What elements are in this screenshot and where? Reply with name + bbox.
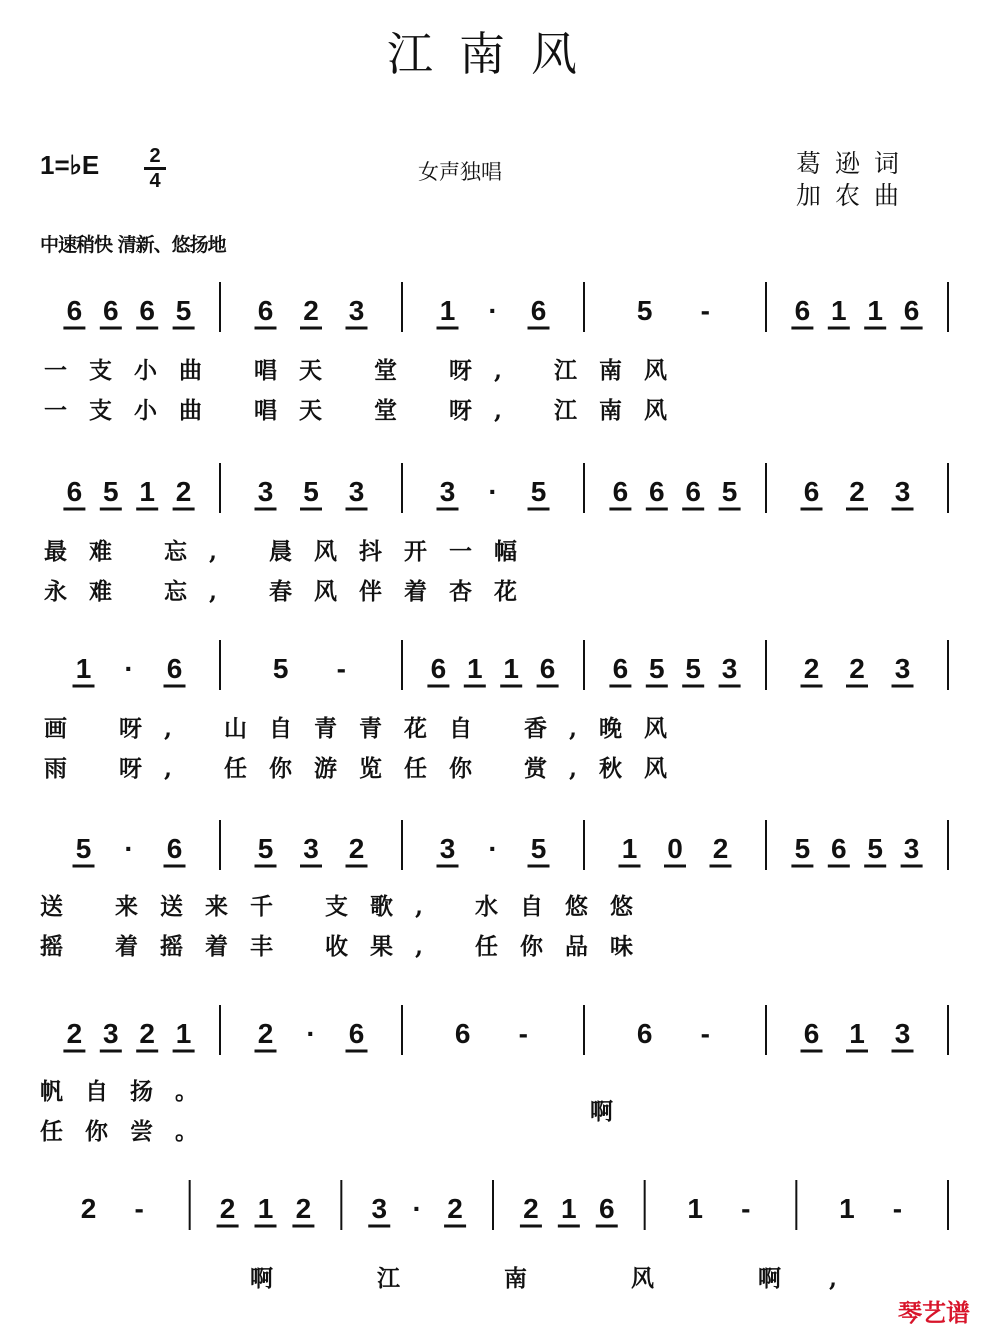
note-digit: 1 (257, 1193, 274, 1224)
note-digit: 6 (166, 653, 183, 684)
lyric-line-4-verse-2: 摇 着摇着丰 收果, 任你品味 (40, 933, 656, 960)
note-digit: 3 (348, 295, 365, 326)
notation-line-4 (30, 810, 960, 880)
note-digit: 1 (831, 295, 847, 326)
sustain-dash: - (336, 653, 346, 684)
note-digit: 1 (687, 1193, 704, 1224)
notation-line-1 (30, 272, 960, 342)
note-digit: 2 (348, 833, 365, 864)
note-digit: 2 (219, 1193, 236, 1224)
note-digit: 5 (530, 833, 547, 864)
note-digit: 1 (503, 653, 519, 684)
note-digit: 5 (867, 833, 883, 864)
note-digit: 3 (721, 653, 738, 684)
lyricist-credit: 葛逊词 (796, 149, 914, 178)
dotted-note: · (488, 476, 498, 507)
voice-type: 女声独唱 (418, 160, 502, 184)
note-digit: 1 (439, 295, 456, 326)
lyric-line-5-ah: 啊 (590, 1098, 635, 1125)
note-digit: 6 (612, 653, 629, 684)
lyric-line-3-verse-1: 画 呀, 山自青青花自 香,晚风 (44, 715, 690, 742)
song-title: 江南风 (387, 27, 603, 81)
note-digit: 2 (447, 1193, 463, 1224)
note-digit: 3 (303, 833, 319, 864)
dotted-note: · (124, 653, 134, 684)
note-digit: 1 (849, 1018, 865, 1049)
note-digit: 2 (712, 833, 729, 864)
music-system-1 (30, 272, 960, 437)
note-digit: 3 (103, 1018, 119, 1049)
note-digit: 6 (530, 295, 547, 326)
note-digit: 2 (803, 653, 820, 684)
note-digit: 5 (75, 833, 92, 864)
note-digit: 3 (439, 476, 456, 507)
note-digit: 0 (667, 833, 683, 864)
dotted-note: · (306, 1018, 316, 1049)
note-digit: 5 (794, 833, 811, 864)
dotted-note: · (488, 833, 498, 864)
lyric-line-1-verse-1: 一支小曲 唱天 堂 呀, 江南风 (44, 357, 690, 384)
note-digit: 6 (454, 1018, 471, 1049)
note-digit: 3 (903, 833, 920, 864)
lyric-line-2-verse-2: 永难 忘, 春风伴着杏花 (44, 578, 540, 605)
sustain-dash: - (700, 295, 710, 326)
sustain-dash: - (892, 1193, 903, 1224)
note-digit: 2 (66, 1018, 83, 1049)
music-system-5 (30, 995, 960, 1160)
note-digit: 1 (839, 1193, 855, 1224)
note-digit: 3 (348, 476, 365, 507)
note-digit: 6 (636, 1018, 653, 1049)
note-digit: 3 (894, 476, 911, 507)
lyric-line-2-verse-1: 最难 忘, 晨风抖开一幅 (44, 538, 540, 565)
dotted-note: · (124, 833, 134, 864)
note-digit: 5 (721, 476, 738, 507)
music-system-6 (30, 1170, 960, 1335)
note-digit: 3 (894, 1018, 911, 1049)
notation-line-5 (30, 995, 960, 1065)
note-digit: 5 (685, 653, 701, 684)
note-digit: 5 (257, 833, 274, 864)
note-digit: 6 (539, 653, 556, 684)
note-digit: 6 (348, 1018, 365, 1049)
note-digit: 1 (139, 476, 155, 507)
note-digit: 2 (303, 295, 319, 326)
note-digit: 6 (430, 653, 447, 684)
time-signature (144, 146, 166, 191)
note-digit: 2 (523, 1193, 539, 1224)
time-signature-bottom: 4 (149, 170, 161, 192)
note-digit: 6 (66, 295, 83, 326)
note-digit: 3 (439, 833, 456, 864)
note-digit: 6 (803, 476, 820, 507)
notation-line-2 (30, 453, 960, 523)
music-system-2 (30, 453, 960, 618)
sustain-dash: - (518, 1018, 528, 1049)
note-digit: 6 (257, 295, 274, 326)
music-system-4 (30, 810, 960, 975)
notation-line-6 (30, 1170, 960, 1240)
site-watermark: 琴艺谱 (898, 1299, 970, 1327)
composer-credit: 加农曲 (796, 181, 914, 210)
note-digit: 6 (903, 295, 920, 326)
note-digit: 3 (257, 476, 274, 507)
note-digit: 1 (75, 653, 92, 684)
note-digit: 1 (621, 833, 638, 864)
note-digit: 6 (66, 476, 83, 507)
note-digit: 5 (530, 476, 547, 507)
note-digit: 1 (467, 653, 483, 684)
note-digit: 6 (166, 833, 183, 864)
note-digit: 6 (831, 833, 847, 864)
notation-line-3 (30, 630, 960, 700)
note-digit: 2 (139, 1018, 155, 1049)
lyric-line-4-verse-1: 送 来送来千 支歌, 水自悠悠 (40, 893, 656, 920)
note-digit: 5 (175, 295, 192, 326)
dotted-note: · (412, 1193, 422, 1224)
lyric-line-3-verse-2: 雨 呀, 任你游览任你 赏,秋风 (44, 755, 690, 782)
note-digit: 3 (894, 653, 911, 684)
note-digit: 2 (257, 1018, 274, 1049)
note-digit: 5 (636, 295, 653, 326)
tempo-marking: 中速稍快 清新、悠扬地 (40, 234, 226, 256)
note-digit: 5 (272, 653, 289, 684)
note-digit: 2 (175, 476, 192, 507)
note-digit: 2 (849, 476, 865, 507)
sustain-dash: - (700, 1018, 710, 1049)
note-digit: 1 (175, 1018, 192, 1049)
note-digit: 5 (649, 653, 665, 684)
music-system-3 (30, 630, 960, 795)
time-signature-top: 2 (149, 145, 161, 167)
sustain-dash: - (134, 1193, 144, 1224)
note-digit: 1 (561, 1193, 577, 1224)
lyric-line-5-verse-1: 帆自扬。 (40, 1078, 220, 1105)
note-digit: 3 (371, 1193, 388, 1224)
note-digit: 6 (803, 1018, 820, 1049)
note-digit: 2 (80, 1193, 97, 1224)
note-digit: 6 (598, 1193, 615, 1224)
note-digit: 6 (612, 476, 629, 507)
note-digit: 6 (139, 295, 155, 326)
note-digit: 1 (867, 295, 883, 326)
sustain-dash: - (741, 1193, 751, 1224)
note-digit: 6 (103, 295, 119, 326)
lyric-line-5-verse-2: 任你尝。 (40, 1118, 220, 1145)
note-digit: 6 (794, 295, 811, 326)
lyric-line-1-verse-2: 一支小曲 唱天 堂 呀, 江南风 (44, 397, 690, 424)
note-digit: 2 (295, 1193, 312, 1224)
key-signature: 1=♭E (40, 150, 100, 180)
lyric-line-6: 啊 江 南 风 啊, (250, 1265, 886, 1292)
note-digit: 5 (303, 476, 319, 507)
note-digit: 6 (649, 476, 665, 507)
note-digit: 6 (685, 476, 701, 507)
note-digit: 2 (849, 653, 865, 684)
dotted-note: · (488, 295, 498, 326)
note-digit: 5 (103, 476, 119, 507)
